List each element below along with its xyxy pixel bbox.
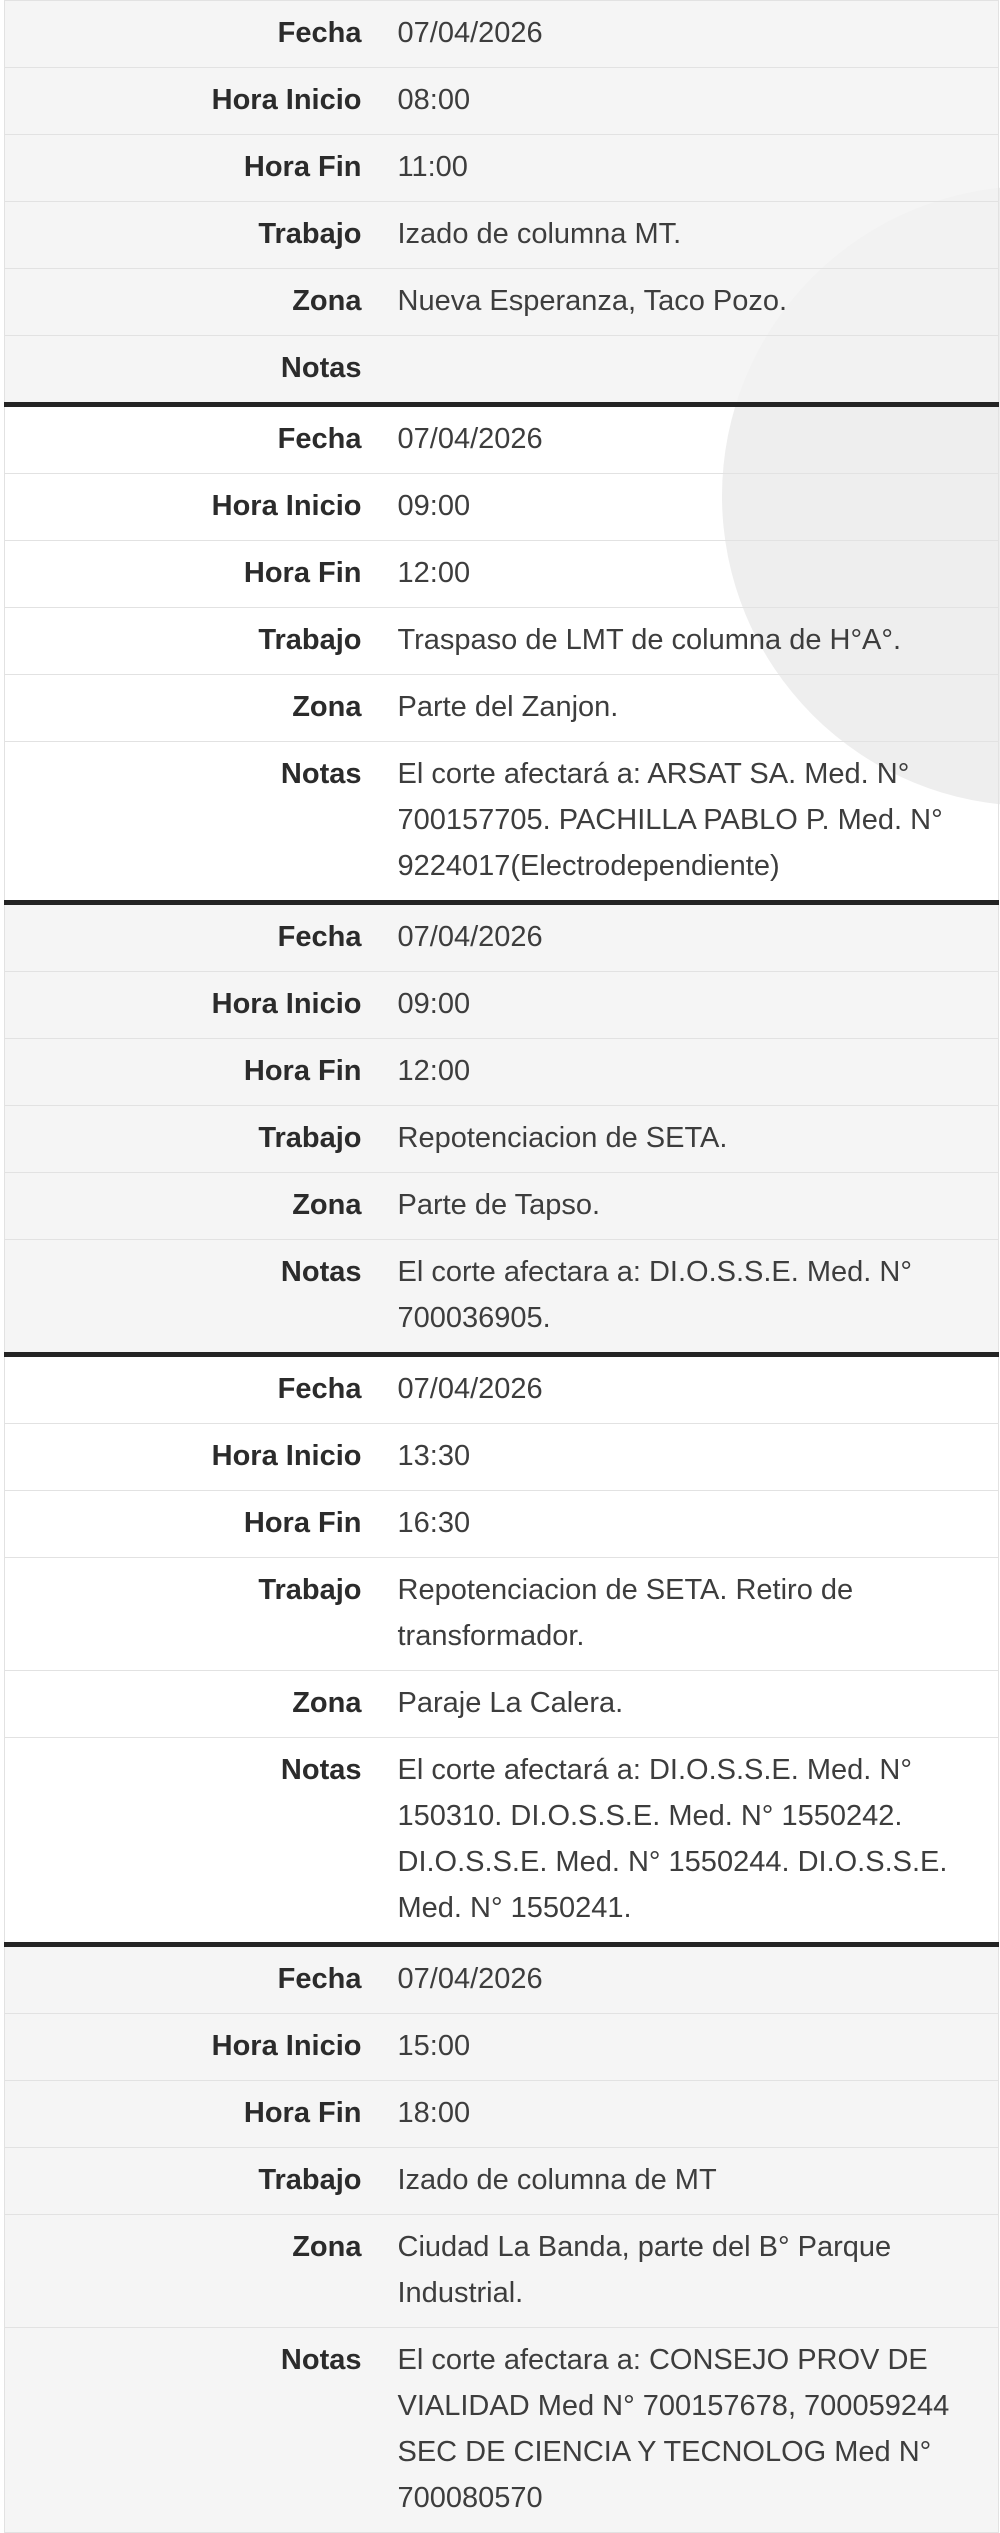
value-hora-inicio: 15:00: [398, 2014, 999, 2081]
value-hora-inicio: 13:30: [398, 1424, 999, 1491]
row-notas: [5, 1738, 999, 1945]
label-trabajo: Trabajo: [5, 608, 398, 675]
outage-schedule-table: [4, 0, 999, 2533]
label-notas: Notas: [5, 742, 398, 903]
row-hora-inicio: [5, 1424, 999, 1491]
value-trabajo: Repotenciacion de SETA.: [398, 1106, 999, 1173]
row-hora-fin: [5, 135, 999, 202]
row-hora-fin: [5, 2081, 999, 2148]
value-notas: El corte afectara a: DI.O.S.S.E. Med. N° 700036905.: [398, 1240, 999, 1355]
row-hora-fin: [5, 1039, 999, 1106]
row-notas: [5, 742, 999, 903]
label-notas: Notas: [5, 336, 398, 405]
value-fecha: 07/04/2026: [398, 903, 999, 972]
row-notas: [5, 2328, 999, 2533]
value-zona: Paraje La Calera.: [398, 1671, 999, 1738]
label-hora-fin: Hora Fin: [5, 1491, 398, 1558]
label-notas: Notas: [5, 1240, 398, 1355]
value-fecha: 07/04/2026: [398, 405, 999, 474]
row-fecha: [5, 1, 999, 68]
label-hora-inicio: Hora Inicio: [5, 1424, 398, 1491]
label-trabajo: Trabajo: [5, 202, 398, 269]
label-hora-fin: Hora Fin: [5, 2081, 398, 2148]
value-hora-fin: 18:00: [398, 2081, 999, 2148]
label-fecha: Fecha: [5, 1355, 398, 1424]
row-zona: [5, 269, 999, 336]
row-trabajo: [5, 608, 999, 675]
row-zona: [5, 675, 999, 742]
value-hora-fin: 11:00: [398, 135, 999, 202]
row-fecha: [5, 1945, 999, 2014]
value-trabajo: Repotenciacion de SETA. Retiro de transformador.: [398, 1558, 999, 1671]
value-notas: El corte afectará a: ARSAT SA. Med. N° 700157705. PACHILLA PABLO P. Med. N° 9224017(Electrodependiente): [398, 742, 999, 903]
row-hora-fin: [5, 541, 999, 608]
label-zona: Zona: [5, 1173, 398, 1240]
row-zona: [5, 1173, 999, 1240]
label-trabajo: Trabajo: [5, 1558, 398, 1671]
label-fecha: Fecha: [5, 405, 398, 474]
schedule-entry: [5, 903, 999, 1355]
value-hora-inicio: 09:00: [398, 474, 999, 541]
row-hora-inicio: [5, 68, 999, 135]
value-trabajo: Izado de columna MT.: [398, 202, 999, 269]
row-hora-inicio: [5, 474, 999, 541]
value-notas: El corte afectará a: DI.O.S.S.E. Med. N° 150310. DI.O.S.S.E. Med. N° 1550242. DI.O.S.S.E. Med. N° 1550244. DI.O.S.S.E. Med. N° 1550241.: [398, 1738, 999, 1945]
value-hora-fin: 12:00: [398, 1039, 999, 1106]
label-hora-inicio: Hora Inicio: [5, 2014, 398, 2081]
row-notas: [5, 336, 999, 405]
value-notas: El corte afectara a: CONSEJO PROV DE VIALIDAD Med N° 700157678, 700059244 SEC DE CIENCIA Y TECNOLOG Med N° 700080570: [398, 2328, 999, 2533]
label-notas: Notas: [5, 1738, 398, 1945]
schedule-entry: [5, 1, 999, 405]
value-zona: Parte del Zanjon.: [398, 675, 999, 742]
label-zona: Zona: [5, 269, 398, 336]
label-fecha: Fecha: [5, 1, 398, 68]
row-trabajo: [5, 2148, 999, 2215]
label-zona: Zona: [5, 675, 398, 742]
value-trabajo: Traspaso de LMT de columna de H°A°.: [398, 608, 999, 675]
label-fecha: Fecha: [5, 1945, 398, 2014]
label-hora-fin: Hora Fin: [5, 1039, 398, 1106]
row-zona: [5, 2215, 999, 2328]
value-fecha: 07/04/2026: [398, 1355, 999, 1424]
row-trabajo: [5, 1558, 999, 1671]
value-fecha: 07/04/2026: [398, 1, 999, 68]
row-zona: [5, 1671, 999, 1738]
schedule-entry: [5, 1355, 999, 1945]
label-trabajo: Trabajo: [5, 2148, 398, 2215]
value-zona: Ciudad La Banda, parte del B° Parque Industrial.: [398, 2215, 999, 2328]
row-trabajo: [5, 202, 999, 269]
label-hora-inicio: Hora Inicio: [5, 972, 398, 1039]
label-zona: Zona: [5, 1671, 398, 1738]
schedule-entry: [5, 405, 999, 903]
value-trabajo: Izado de columna de MT: [398, 2148, 999, 2215]
value-zona: Parte de Tapso.: [398, 1173, 999, 1240]
schedule-entry: [5, 1945, 999, 2533]
value-hora-inicio: 08:00: [398, 68, 999, 135]
value-hora-fin: 16:30: [398, 1491, 999, 1558]
value-hora-inicio: 09:00: [398, 972, 999, 1039]
value-zona: Nueva Esperanza, Taco Pozo.: [398, 269, 999, 336]
label-hora-fin: Hora Fin: [5, 135, 398, 202]
row-fecha: [5, 1355, 999, 1424]
label-notas: Notas: [5, 2328, 398, 2533]
row-hora-fin: [5, 1491, 999, 1558]
label-zona: Zona: [5, 2215, 398, 2328]
label-hora-fin: Hora Fin: [5, 541, 398, 608]
label-fecha: Fecha: [5, 903, 398, 972]
schedule-container: [4, 0, 1000, 2533]
label-hora-inicio: Hora Inicio: [5, 474, 398, 541]
row-trabajo: [5, 1106, 999, 1173]
row-hora-inicio: [5, 972, 999, 1039]
value-hora-fin: 12:00: [398, 541, 999, 608]
value-notas: [398, 336, 999, 405]
row-fecha: [5, 903, 999, 972]
row-notas: [5, 1240, 999, 1355]
label-trabajo: Trabajo: [5, 1106, 398, 1173]
label-hora-inicio: Hora Inicio: [5, 68, 398, 135]
row-fecha: [5, 405, 999, 474]
value-fecha: 07/04/2026: [398, 1945, 999, 2014]
row-hora-inicio: [5, 2014, 999, 2081]
